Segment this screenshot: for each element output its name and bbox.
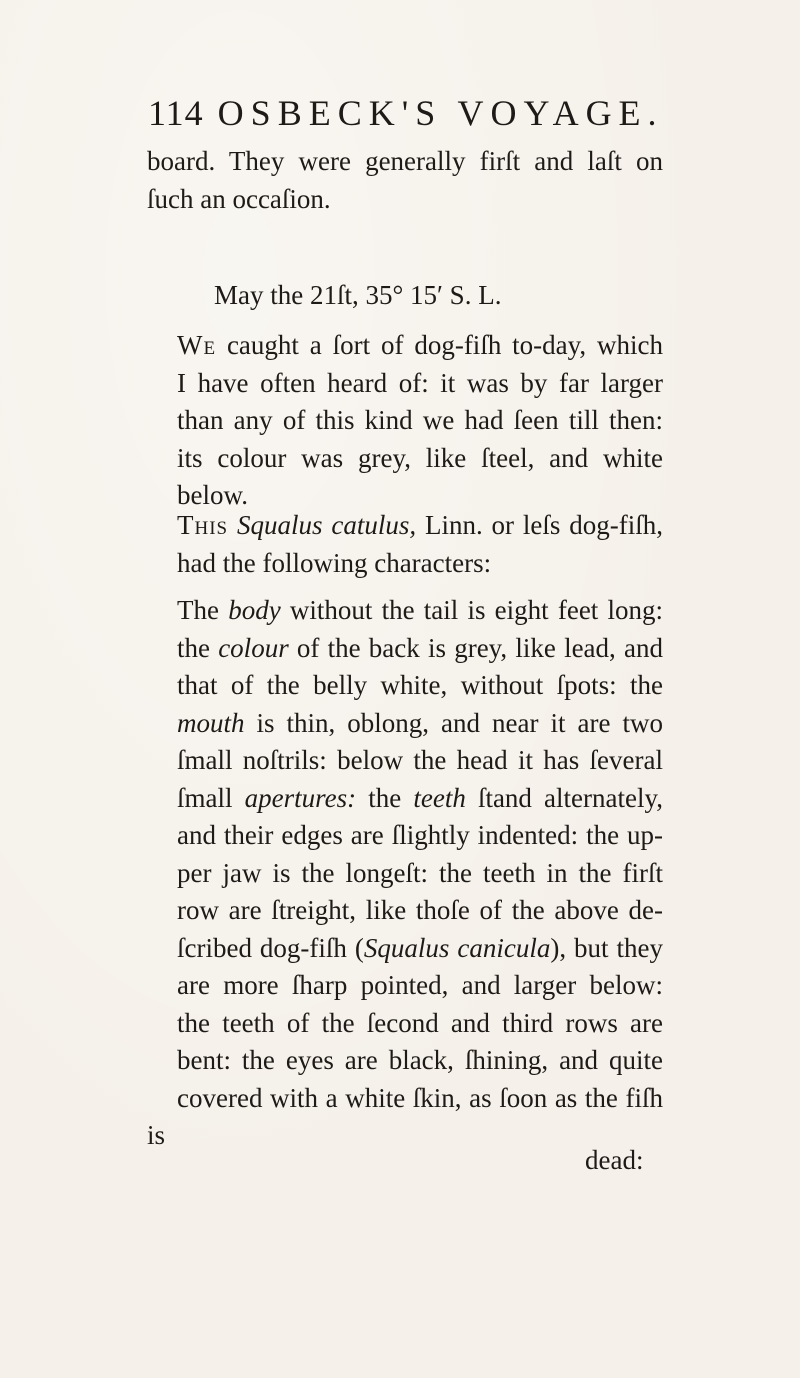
term-colour: colour <box>218 632 289 663</box>
term-body: body <box>228 595 281 625</box>
text-line: the colour of the back is grey, like lead, and <box>177 632 663 663</box>
text-line: than any of this kind we had ſeen till then: <box>177 405 663 435</box>
paragraph-continued <box>147 143 663 218</box>
catchword: dead: <box>585 1145 644 1175</box>
paragraph-lead: This <box>177 510 229 540</box>
paragraph-lead: We <box>177 330 217 360</box>
dateline: May the 21ſt, 35° 15′ S. L. <box>214 280 502 310</box>
text-line: board. They were generally firſt and laſt on <box>147 146 663 176</box>
text-line: This Squalus catulus, Linn. or leſs dog-fiſh, <box>177 510 663 540</box>
text-line: the teeth of the ſecond and third rows are <box>177 1007 663 1038</box>
text-line: We caught a ſort of dog-fiſh to-day, which <box>177 330 663 360</box>
text-line: I have often heard of: it was by far larger <box>177 367 663 398</box>
species-name: Squalus catulus, <box>236 510 417 540</box>
text-line: that of the belly white, without ſpots: the <box>177 670 663 700</box>
term-apertures: apertures: <box>244 782 357 813</box>
term-mouth: mouth <box>177 707 245 738</box>
running-title: OSBECK'S VOYAGE. <box>217 93 664 133</box>
text-line: below. <box>177 480 248 510</box>
text-line: mouth is thin, oblong, and near it are two <box>177 707 663 738</box>
text-line: ſcribed dog-fiſh (Squalus canicula), but they <box>177 932 663 963</box>
text-line: and their edges are ſlightly indented: the up- <box>177 820 663 850</box>
text-line: ſuch an occaſion. <box>147 183 331 214</box>
text-line: its colour was grey, like ſteel, and white <box>177 442 663 473</box>
text-line: row are ſtreight, like thoſe of the above de- <box>177 895 663 925</box>
text-line: ſmall noſtrils: below the head it has ſeveral <box>177 745 663 775</box>
species-name: Squalus canicula <box>363 932 551 963</box>
term-teeth: teeth <box>413 782 466 813</box>
text-line: covered with a white ſkin, as ſoon as the fiſh is <box>147 1082 663 1150</box>
paragraph-characters <box>147 592 663 1155</box>
text-line: ſmall apertures: the teeth ſtand alternately, <box>177 782 663 813</box>
text-line: The body without the tail is eight feet long: <box>177 595 664 625</box>
page-number: 114 <box>148 93 204 133</box>
paragraph-dog-fish <box>147 327 663 515</box>
text-line: had the following characters: <box>177 547 492 578</box>
text-line: are more ſharp pointed, and larger below: <box>177 970 663 1000</box>
text-line: bent: the eyes are black, ſhining, and quite <box>177 1045 663 1075</box>
running-head <box>148 92 668 134</box>
text-line: per jaw is the longeſt: the teeth in the firſt <box>177 857 663 888</box>
paragraph-species <box>147 507 663 582</box>
